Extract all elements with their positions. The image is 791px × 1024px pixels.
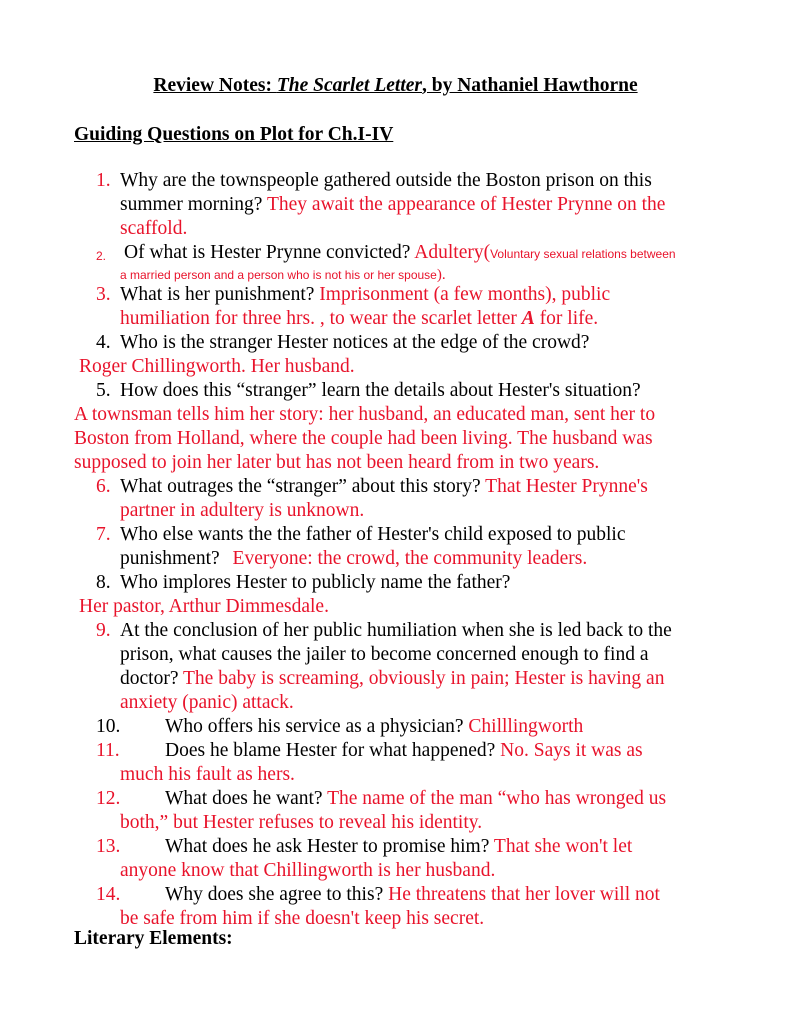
- title-book: The Scarlet Letter: [276, 75, 422, 96]
- answer-text: Roger Chillingworth. Her husband.: [79, 356, 355, 377]
- title-suffix: , by Nathaniel Hawthorne: [422, 75, 638, 96]
- question-number: 7.: [96, 524, 111, 545]
- answer-text: both,” but Hester refuses to reveal his identity.: [120, 812, 483, 833]
- question-line: [120, 193, 665, 217]
- question-text: How does this “stranger” learn the details about Hester's situation?: [120, 380, 641, 401]
- question-text: Who is the stranger Hester notices at the edge of the crowd?: [120, 332, 590, 353]
- question-text: summer morning?: [120, 194, 263, 215]
- question-text: What is her punishment?: [120, 284, 315, 305]
- answer-text: humiliation for three hrs. , to wear the scarlet letter: [120, 308, 522, 329]
- section-heading: Guiding Questions on Plot for Ch.I-IV: [74, 124, 394, 145]
- answer-text: be safe from him if she doesn't keep his secret.: [120, 908, 485, 929]
- question-line: [120, 475, 648, 499]
- answer-definition: Voluntary sexual relations between: [490, 247, 676, 261]
- answer-text: A townsman tells him her story: her husband, an educated man, sent her to: [74, 404, 656, 425]
- question-number: 4.: [96, 332, 111, 353]
- question-text: Who else wants the the father of Hester's child exposed to public: [120, 524, 626, 545]
- answer-text: That Hester Prynne's: [485, 476, 648, 497]
- question-number: 2.: [96, 249, 107, 263]
- question-line: [165, 787, 666, 811]
- question-number: 9.: [96, 620, 111, 641]
- question-line: [120, 547, 587, 571]
- answer-text: No. Says it was as: [500, 740, 643, 761]
- question-number: 12.: [96, 788, 121, 809]
- answer-text: The baby is screaming, obviously in pain; Hester is having an: [183, 668, 665, 689]
- answer-text: Chilllingworth: [468, 716, 584, 737]
- answer-text: Adultery(: [414, 242, 491, 263]
- question-text: Who implores Hester to publicly name the father?: [120, 572, 511, 593]
- literary-elements-heading: Literary Elements:: [74, 928, 233, 949]
- question-number: 14.: [96, 884, 121, 905]
- question-text: prison, what causes the jailer to become concerned enough to find a: [120, 644, 649, 665]
- question-text: Does he blame Hester for what happened?: [165, 740, 496, 761]
- answer-text: Her pastor, Arthur Dimmesdale.: [79, 596, 329, 617]
- question-text: Why does she agree to this?: [165, 884, 384, 905]
- page-title: [0, 75, 791, 97]
- question-number: 8.: [96, 572, 111, 593]
- answer-text: for life.: [534, 308, 599, 329]
- answer-text: partner in adultery is unknown.: [120, 500, 365, 521]
- question-text: What does he ask Hester to promise him?: [165, 836, 490, 857]
- answer-text: Imprisonment (a few months), public: [319, 284, 611, 305]
- answer-definition: a married person and a person who is not his or her spouse: [120, 268, 437, 282]
- question-text: punishment?: [120, 548, 220, 569]
- answer-text: The name of the man “who has wronged us: [327, 788, 667, 809]
- question-line: [165, 835, 632, 859]
- answer-text: Boston from Holland, where the couple had been living. The husband was: [74, 428, 653, 449]
- question-text: At the conclusion of her public humiliation when she is led back to the: [120, 620, 672, 641]
- answer-text: much his fault as hers.: [120, 764, 295, 785]
- answer-line: [120, 307, 598, 331]
- question-text: doctor?: [120, 668, 179, 689]
- question-number: 10.: [96, 716, 121, 737]
- question-number: 3.: [96, 284, 111, 305]
- answer-text: Everyone: the crowd, the community leaders.: [232, 548, 588, 569]
- title-prefix: Review Notes:: [153, 75, 277, 96]
- question-number: 6.: [96, 476, 111, 497]
- answer-text: They await the appearance of Hester Prynne on the: [266, 194, 666, 215]
- question-line: [165, 883, 660, 907]
- question-line: [120, 667, 664, 691]
- question-number: 5.: [96, 380, 111, 401]
- answer-text: supposed to join her later but has not been heard from in two years.: [74, 452, 600, 473]
- scarlet-letter-a: A: [521, 308, 535, 329]
- answer-text: ).: [436, 267, 446, 283]
- answer-text: He threatens that her lover will not: [388, 884, 660, 905]
- question-number: 11.: [96, 740, 120, 761]
- question-text: Who offers his service as a physician?: [165, 716, 464, 737]
- answer-text: anyone know that Chillingworth is her husband.: [120, 860, 496, 881]
- question-text: Of what is Hester Prynne convicted?: [124, 242, 411, 263]
- question-text: What outrages the “stranger” about this story?: [120, 476, 481, 497]
- question-number: 13.: [96, 836, 121, 857]
- question-number: 1.: [96, 170, 111, 191]
- answer-text: That she won't let: [493, 836, 633, 857]
- question-line: [165, 715, 583, 739]
- answer-text: scaffold.: [120, 218, 188, 239]
- question-line: [120, 283, 610, 307]
- question-text: Why are the townspeople gathered outside the Boston prison on this: [120, 170, 652, 191]
- question-line: [165, 739, 643, 763]
- answer-text: anxiety (panic) attack.: [120, 692, 294, 713]
- question-text: What does he want?: [165, 788, 323, 809]
